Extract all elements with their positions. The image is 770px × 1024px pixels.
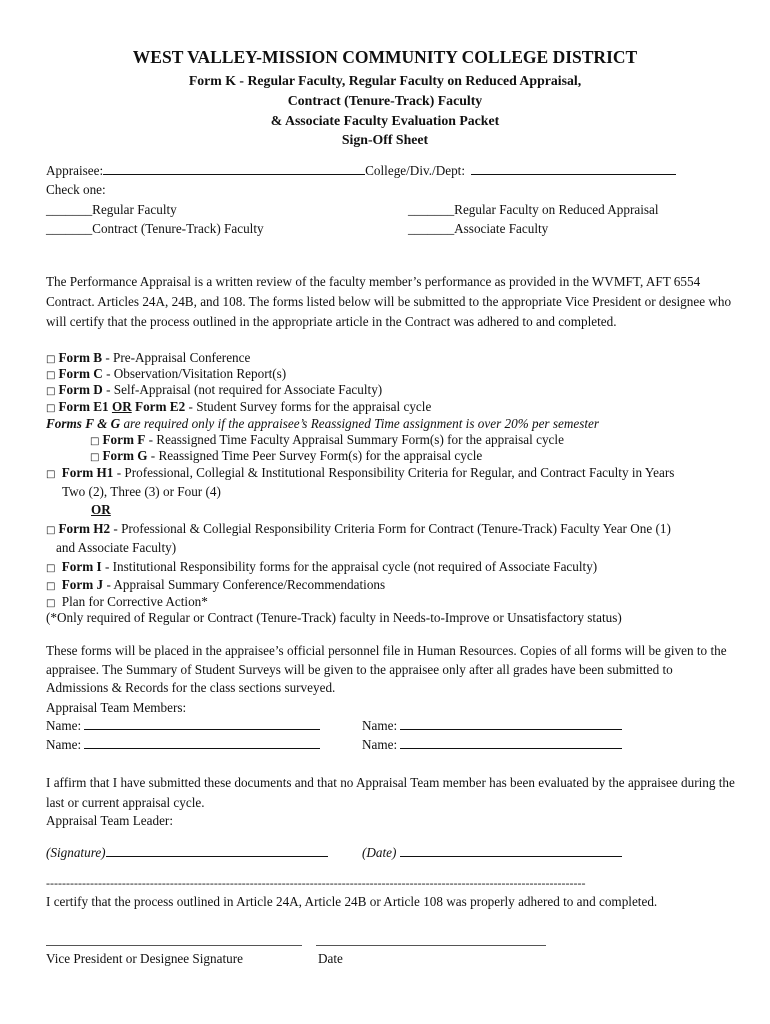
form-e2-label: Form E2 — [135, 399, 186, 414]
plan-item — [46, 594, 208, 610]
plan-checkbox[interactable]: □ — [46, 598, 56, 609]
appraisee-name-field[interactable] — [103, 163, 365, 175]
appraisee-row — [46, 163, 676, 179]
option-regular-label: Regular Faculty — [92, 202, 177, 217]
section-divider: --------------------------------------------------------------------------------------------------------------------------------------- — [46, 876, 586, 890]
form-j-label: Form J — [61, 577, 104, 592]
leader-signature — [46, 845, 328, 861]
option-regular[interactable] — [46, 202, 177, 218]
form-g-checkbox[interactable]: □ — [90, 452, 100, 463]
form-f-label: Form F — [102, 432, 146, 447]
form-d-text: - Self-Appraisal (not required for Associate Faculty) — [102, 382, 383, 397]
vp-date-label: Date — [318, 951, 343, 966]
intro-paragraph: The Performance Appraisal is a written review of the faculty member’s performance as provided in the WVMFT, AFT 6554 Contract. Articles 24A, 24B, and 108. The forms listed below will be submitted to the appropriate Vice President or designee who will certify that the process outlined in the appropriate article in the Contract was adhered to and completed. — [46, 274, 732, 329]
form-h1-checkbox[interactable]: □ — [46, 469, 56, 480]
form-d-checkbox[interactable]: □ — [46, 386, 56, 397]
form-b-label: Form B — [58, 350, 103, 365]
team-member-1-field[interactable] — [84, 718, 320, 730]
placement-paragraph: These forms will be placed in the appraisee’s official personnel file in Human Resources. Copies of all forms will be given to the appraisee. The Summary of Student Surveys will be given to the appraisee only after all grades have been submitted to Admissions & Records for the class sections surveyed. — [46, 643, 727, 695]
certify-statement: I certify that the process outlined in Article 24A, Article 24B or Article 108 was properly adhered to and completed. — [46, 894, 658, 909]
appraisee-label: Appraisee: — [46, 163, 104, 178]
option-reduced[interactable] — [408, 202, 659, 218]
option-contract[interactable] — [46, 221, 264, 237]
option-contract-label: Contract (Tenure-Track) Faculty — [92, 221, 264, 236]
forms-fg-note — [46, 416, 599, 432]
form-j-text: - Appraisal Summary Conference/Recommendations — [103, 577, 386, 592]
team-member-3 — [46, 737, 320, 753]
form-c-item — [46, 366, 286, 382]
form-b-item — [46, 350, 250, 366]
team-member-2 — [362, 718, 622, 734]
form-e-or: OR — [111, 399, 132, 414]
vp-date-line[interactable] — [316, 945, 546, 946]
form-h1-text-cont: Two (2), Three (3) or Four (4) — [62, 484, 221, 499]
leader-date-label: (Date) — [362, 845, 397, 860]
leader-signature-field[interactable] — [106, 845, 328, 857]
form-i-item — [46, 559, 597, 575]
plan-text: Plan for Corrective Action* — [61, 594, 208, 609]
form-h2-item — [46, 521, 671, 537]
form-e-item — [46, 399, 431, 415]
team-member-3-label: Name: — [46, 737, 82, 752]
form-b-text: - Pre-Appraisal Conference — [102, 350, 251, 365]
form-h2-label: Form H2 — [58, 521, 111, 536]
form-h1-label: Form H1 — [61, 465, 114, 480]
form-j-checkbox[interactable]: □ — [46, 581, 56, 592]
form-d-item — [46, 382, 382, 398]
form-f-item — [90, 432, 564, 448]
form-e-checkbox[interactable]: □ — [46, 403, 56, 414]
form-i-label: Form I — [61, 559, 102, 574]
leader-date — [362, 845, 622, 861]
form-subtitle-3: & Associate Faculty Evaluation Packet — [270, 113, 500, 128]
team-member-2-field[interactable] — [400, 718, 622, 730]
form-h2-checkbox[interactable]: □ — [46, 525, 56, 536]
team-member-3-field[interactable] — [84, 737, 320, 749]
vp-signature-line[interactable] — [46, 945, 302, 946]
team-members-label: Appraisal Team Members: — [46, 700, 187, 715]
form-h1-item — [46, 465, 674, 481]
form-c-text: - Observation/Visitation Report(s) — [102, 366, 287, 381]
option-associate-blank[interactable]: _______ — [408, 221, 455, 236]
form-i-checkbox[interactable]: □ — [46, 563, 56, 574]
team-leader-label: Appraisal Team Leader: — [46, 813, 173, 828]
affirm-paragraph: I affirm that I have submitted these documents and that no Appraisal Team member has been evaluated by the appraisee during the last or current appraisal cycle. — [46, 775, 735, 810]
form-h2-text: - Professional & Collegial Responsibility Criteria Form for Contract (Tenure-Track) Faculty Year One (1) — [110, 521, 671, 536]
college-label: College/Div./Dept: — [365, 163, 465, 178]
option-contract-blank[interactable]: _______ — [46, 221, 93, 236]
form-e-text: - Student Survey forms for the appraisal cycle — [185, 399, 432, 414]
forms-fg-text: are required only if the appraisee’s Reassigned Time assignment is over 20% per semester — [120, 416, 599, 431]
page-title: WEST VALLEY-MISSION COMMUNITY COLLEGE DISTRICT — [132, 47, 638, 67]
form-b-checkbox[interactable]: □ — [46, 354, 56, 365]
team-member-4 — [362, 737, 622, 753]
team-member-1 — [46, 718, 320, 734]
option-associate-label: Associate Faculty — [454, 221, 549, 236]
option-reduced-label: Regular Faculty on Reduced Appraisal — [454, 202, 659, 217]
check-one-label: Check one: — [46, 182, 106, 197]
leader-signature-label: (Signature) — [46, 845, 106, 860]
team-member-4-label: Name: — [362, 737, 398, 752]
option-regular-blank[interactable]: _______ — [46, 202, 93, 217]
form-c-checkbox[interactable]: □ — [46, 370, 56, 381]
form-subtitle-4: Sign-Off Sheet — [341, 132, 429, 147]
form-e1-label: Form E1 — [58, 399, 109, 414]
team-member-2-label: Name: — [362, 718, 398, 733]
form-f-checkbox[interactable]: □ — [90, 436, 100, 447]
option-reduced-blank[interactable]: _______ — [408, 202, 455, 217]
form-j-item — [46, 577, 385, 593]
form-h2-text-cont: and Associate Faculty) — [56, 540, 177, 555]
leader-date-field[interactable] — [400, 845, 622, 857]
form-c-label: Form C — [58, 366, 103, 381]
form-i-text: - Institutional Responsibility forms for the appraisal cycle (not required of Associate Faculty) — [101, 559, 598, 574]
form-g-label: Form G — [102, 448, 148, 463]
form-g-item — [90, 448, 482, 464]
form-subtitle-2: Contract (Tenure-Track) Faculty — [287, 93, 483, 108]
form-g-text: - Reassigned Time Peer Survey Form(s) for the appraisal cycle — [147, 448, 483, 463]
college-field[interactable] — [471, 163, 676, 175]
form-h-or: OR — [91, 502, 111, 517]
forms-fg-label: Forms F & G — [46, 416, 121, 431]
form-f-text: - Reassigned Time Faculty Appraisal Summary Form(s) for the appraisal cycle — [145, 432, 564, 447]
form-subtitle-1: Form K - Regular Faculty, Regular Faculty on Reduced Appraisal, — [188, 73, 582, 88]
plan-note: (*Only required of Regular or Contract (Tenure-Track) faculty in Needs-to-Improve or Unsatisfactory status) — [46, 610, 622, 625]
option-associate[interactable] — [408, 221, 548, 237]
team-member-4-field[interactable] — [400, 737, 622, 749]
team-member-1-label: Name: — [46, 718, 82, 733]
form-h1-text: - Professional, Collegial & Institutional Responsibility Criteria for Regular, and Contract Faculty in Years — [113, 465, 675, 480]
vp-signature-label: Vice President or Designee Signature — [46, 951, 243, 966]
form-d-label: Form D — [58, 382, 103, 397]
